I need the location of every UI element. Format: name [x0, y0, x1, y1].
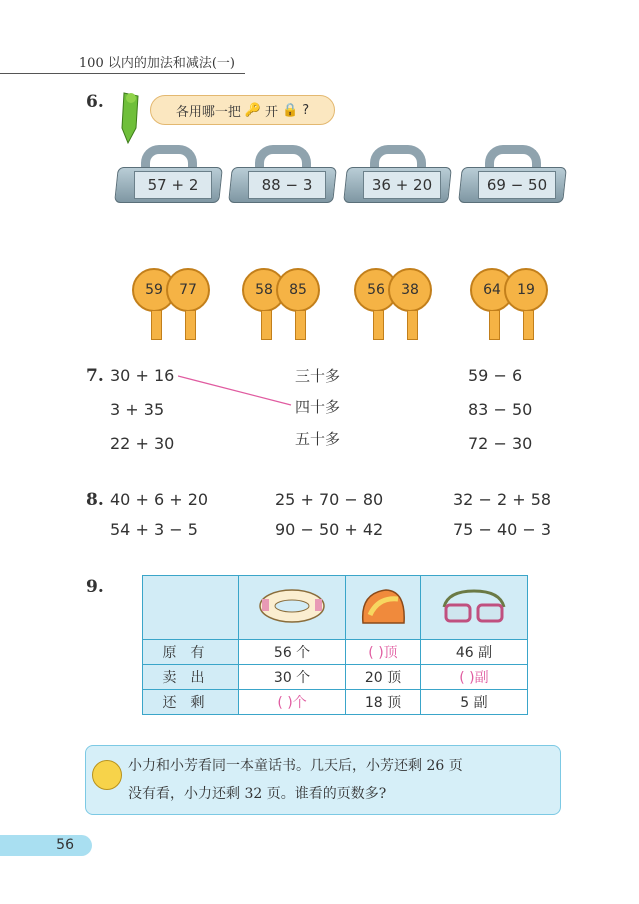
tip-line: 小力和小芳看同一本童话书。几天后，小芳还剩 26 页 [128, 758, 463, 774]
goggles-icon [420, 576, 527, 640]
key: 85 [276, 268, 320, 312]
expression: 32 − 2 + 58 [453, 490, 552, 509]
range-label: 三十多 [295, 367, 341, 385]
key-pair [468, 268, 558, 338]
lock [116, 145, 221, 205]
table-cell: 5 副 [420, 690, 527, 715]
bubble-text: 各用哪一把 [175, 104, 241, 120]
key-pair [240, 268, 330, 338]
connecting-line [178, 374, 293, 408]
key-icon: 🔑 [244, 102, 262, 118]
q9-number: 9. [86, 577, 104, 597]
lock-expression: 57 + 2 [134, 171, 212, 199]
table-header-row [143, 576, 528, 640]
lock-expression: 36 + 20 [363, 171, 441, 199]
lock [460, 145, 565, 205]
expression: 54 + 3 − 5 [110, 520, 198, 539]
page-number: 56 [0, 835, 92, 856]
inventory-table [142, 575, 528, 715]
chick-icon [92, 760, 122, 790]
lock [230, 145, 335, 205]
key: 64 [470, 268, 514, 312]
q6-number: 6. [86, 92, 104, 112]
key-pair [352, 268, 442, 338]
table-cell: 30 个 [239, 665, 346, 690]
lock-expression: 69 − 50 [478, 171, 556, 199]
blank-cell[interactable]: ( )个 [239, 690, 346, 715]
table-cell: 46 副 [420, 640, 527, 665]
bubble-text: 开 [265, 104, 279, 120]
table-row [143, 665, 528, 690]
table-cell: 18 顶 [346, 690, 421, 715]
key: 19 [504, 268, 548, 312]
grasshopper-illustration [116, 88, 146, 148]
expression: 83 − 50 [468, 400, 533, 419]
expression: 22 + 30 [110, 434, 175, 453]
chapter-header: 100 以内的加法和减法(一) [0, 52, 245, 74]
expression: 72 − 30 [468, 434, 533, 453]
swim-ring-icon [239, 576, 346, 640]
expression: 40 + 6 + 20 [110, 490, 209, 509]
table-cell: 56 个 [239, 640, 346, 665]
empty-header [143, 576, 239, 640]
thinking-tip-box [85, 745, 561, 815]
row-label: 还剩 [143, 690, 239, 715]
speech-bubble [150, 95, 335, 125]
table-row [143, 640, 528, 665]
tip-line: 没有看，小力还剩 32 页。谁看的页数多? [128, 786, 387, 802]
swim-cap-icon [346, 576, 421, 640]
expression: 90 − 50 + 42 [275, 520, 384, 539]
expression: 3 + 35 [110, 400, 165, 419]
bubble-text: ? [302, 102, 310, 118]
blank-cell[interactable]: ( )顶 [346, 640, 421, 665]
range-label: 四十多 [295, 398, 341, 416]
lock [345, 145, 450, 205]
row-label: 原有 [143, 640, 239, 665]
expression: 75 − 40 − 3 [453, 520, 552, 539]
row-label: 卖出 [143, 665, 239, 690]
table-cell: 20 顶 [346, 665, 421, 690]
key-pair [130, 268, 220, 338]
table-row [143, 690, 528, 715]
lock-icon: 🔒 [282, 102, 299, 118]
key: 58 [242, 268, 286, 312]
expression: 25 + 70 − 80 [275, 490, 384, 509]
key: 38 [388, 268, 432, 312]
key: 77 [166, 268, 210, 312]
key: 59 [132, 268, 176, 312]
blank-cell[interactable]: ( )副 [420, 665, 527, 690]
q7-number: 7. [86, 366, 104, 386]
key: 56 [354, 268, 398, 312]
expression: 30 + 16 [110, 366, 175, 385]
q8-number: 8. [86, 490, 104, 510]
lock-expression: 88 − 3 [248, 171, 326, 199]
range-label: 五十多 [295, 430, 341, 448]
expression: 59 − 6 [468, 366, 523, 385]
